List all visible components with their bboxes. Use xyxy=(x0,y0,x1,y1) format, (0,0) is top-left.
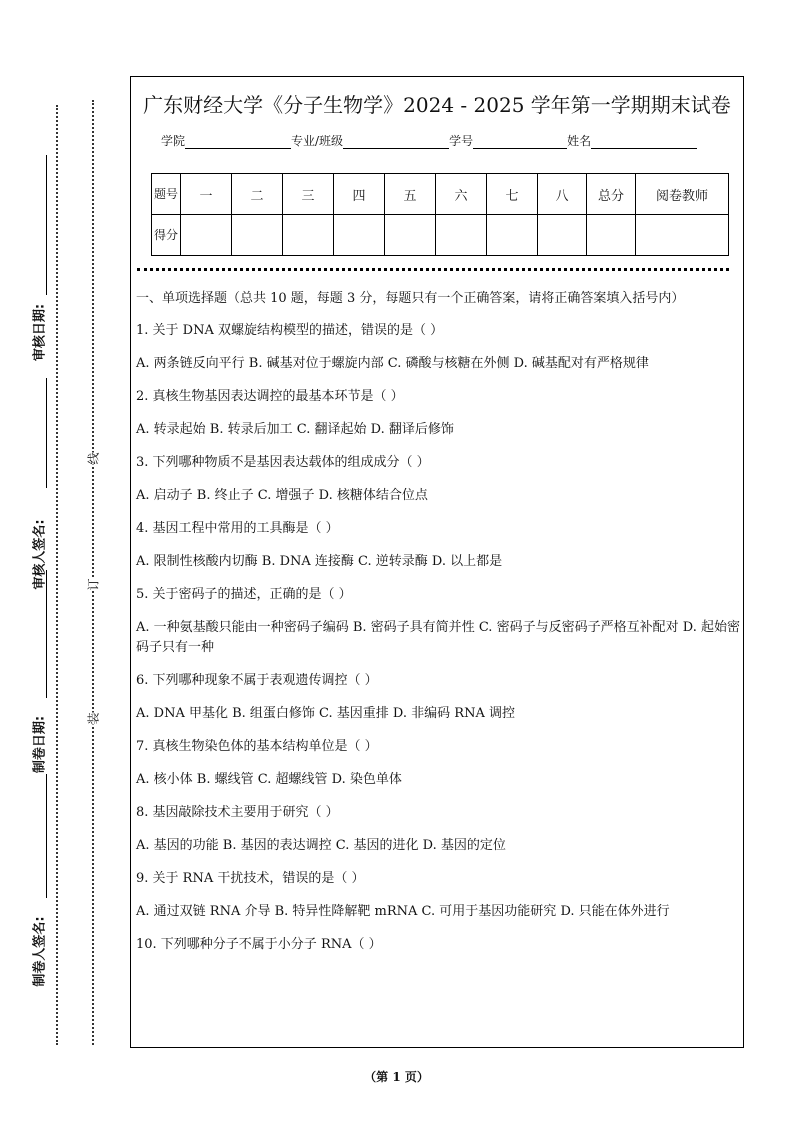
binding-char-ding: 订 xyxy=(83,578,104,590)
options-1: A. 两条链反向平行 B. 碱基对位于螺旋内部 C. 磷酸与核糖在外侧 D. 碱基配对有严格规律 xyxy=(136,356,649,371)
major-field[interactable] xyxy=(343,135,449,149)
col-3: 三 xyxy=(283,174,334,215)
options-3: A. 启动子 B. 终止子 C. 增强子 D. 核糖体结合位点 xyxy=(136,488,428,503)
question-4: 4. 基因工程中常用的工具酶是（ ） xyxy=(136,521,339,536)
options-8: A. 基因的功能 B. 基因的表达调控 C. 基因的进化 D. 基因的定位 xyxy=(136,838,506,853)
score-table-header-row xyxy=(152,174,729,215)
review-date-line[interactable] xyxy=(46,155,47,295)
binding-dotted-line xyxy=(92,100,94,1045)
question-7: 7. 真核生物染色体的基本结构单位是（ ） xyxy=(136,739,378,754)
options-5: A. 一种氨基酸只能由一种密码子编码 B. 密码子具有简并性 C. 密码子与反密码子严格互补配对 D. 起始密码子只有一种 xyxy=(136,620,740,655)
col-1: 一 xyxy=(181,174,232,215)
score-table xyxy=(151,173,729,256)
col-total: 总分 xyxy=(587,174,636,215)
question-8: 8. 基因敲除技术主要用于研究（ ） xyxy=(136,805,339,820)
college-label: 学院 xyxy=(161,134,186,148)
setter-signature-label: 制卷人签名: xyxy=(32,916,48,987)
col-7: 七 xyxy=(487,174,538,215)
binding-char-xian: 线 xyxy=(83,452,104,464)
separator-dotted xyxy=(137,268,729,271)
col-2: 二 xyxy=(232,174,283,215)
setter-date-label: 制卷日期: xyxy=(32,715,48,774)
score-cell[interactable] xyxy=(487,215,538,256)
question-9: 9. 关于 RNA 干扰技术，错误的是（ ） xyxy=(136,871,365,886)
options-7: A. 核小体 B. 螺线管 C. 超螺线管 D. 染色单体 xyxy=(136,772,402,787)
question-6: 6. 下列哪种现象不属于表观遗传调控（ ） xyxy=(136,673,378,688)
score-cell[interactable] xyxy=(436,215,487,256)
reviewer-signature-line[interactable] xyxy=(46,378,47,488)
binding-char-zhuang: 装 xyxy=(83,712,104,724)
student-info-row xyxy=(161,132,697,149)
col-6: 六 xyxy=(436,174,487,215)
score-cell[interactable] xyxy=(232,215,283,256)
score-cell[interactable] xyxy=(587,215,636,256)
major-label: 专业/班级 xyxy=(291,134,344,148)
binding-margin xyxy=(0,0,128,1060)
name-label: 姓名 xyxy=(567,134,592,148)
score-cell[interactable] xyxy=(181,215,232,256)
score-cell[interactable] xyxy=(538,215,587,256)
options-2: A. 转录起始 B. 转录后加工 C. 翻译起始 D. 翻译后修饰 xyxy=(136,422,454,437)
exam-title: 广东财经大学《分子生物学》2024 - 2025 学年第一学期期末试卷 xyxy=(143,93,731,117)
options-4: A. 限制性核酸内切酶 B. DNA 连接酶 C. 逆转录酶 D. 以上都是 xyxy=(136,554,503,569)
score-cell[interactable] xyxy=(385,215,436,256)
section-title: 一、单项选择题（总共 10 题，每题 3 分，每题只有一个正确答案，请将正确答案填入括号内） xyxy=(136,291,685,306)
question-1: 1. 关于 DNA 双螺旋结构模型的描述，错误的是（ ） xyxy=(136,323,444,338)
question-10: 10. 下列哪种分子不属于小分子 RNA（ ） xyxy=(136,937,382,952)
score-table-score-row xyxy=(152,215,729,256)
col-8: 八 xyxy=(538,174,587,215)
name-field[interactable] xyxy=(591,135,697,149)
score-cell[interactable] xyxy=(283,215,334,256)
section-single-choice xyxy=(136,289,740,968)
score-cell[interactable] xyxy=(636,215,729,256)
reviewer-signature-label: 审核人签名: xyxy=(32,519,48,590)
page-number: （第 1 页） xyxy=(364,1070,429,1084)
question-2: 2. 真核生物基因表达调控的最基本环节是（ ） xyxy=(136,389,404,404)
review-date-label: 审核日期: xyxy=(32,303,48,362)
exam-frame xyxy=(130,76,744,1048)
student-id-field[interactable] xyxy=(473,135,567,149)
col-grader: 阅卷教师 xyxy=(636,174,729,215)
college-field[interactable] xyxy=(185,135,291,149)
setter-signature-line[interactable] xyxy=(46,774,47,898)
question-number-head: 题号 xyxy=(152,174,181,215)
col-4: 四 xyxy=(334,174,385,215)
student-id-label: 学号 xyxy=(449,134,474,148)
question-5: 5. 关于密码子的描述，正确的是（ ） xyxy=(136,587,352,602)
score-head: 得分 xyxy=(152,215,181,256)
col-5: 五 xyxy=(385,174,436,215)
score-cell[interactable] xyxy=(334,215,385,256)
question-3: 3. 下列哪种物质不是基因表达载体的组成成分（ ） xyxy=(136,455,430,470)
options-9: A. 通过双链 RNA 介导 B. 特异性降解靶 mRNA C. 可用于基因功能研究 D. 只能在体外进行 xyxy=(136,904,670,919)
options-6: A. DNA 甲基化 B. 组蛋白修饰 C. 基因重排 D. 非编码 RNA 调控 xyxy=(136,706,515,721)
outer-dotted-line xyxy=(56,105,58,1045)
setter-date-line[interactable] xyxy=(46,570,47,698)
